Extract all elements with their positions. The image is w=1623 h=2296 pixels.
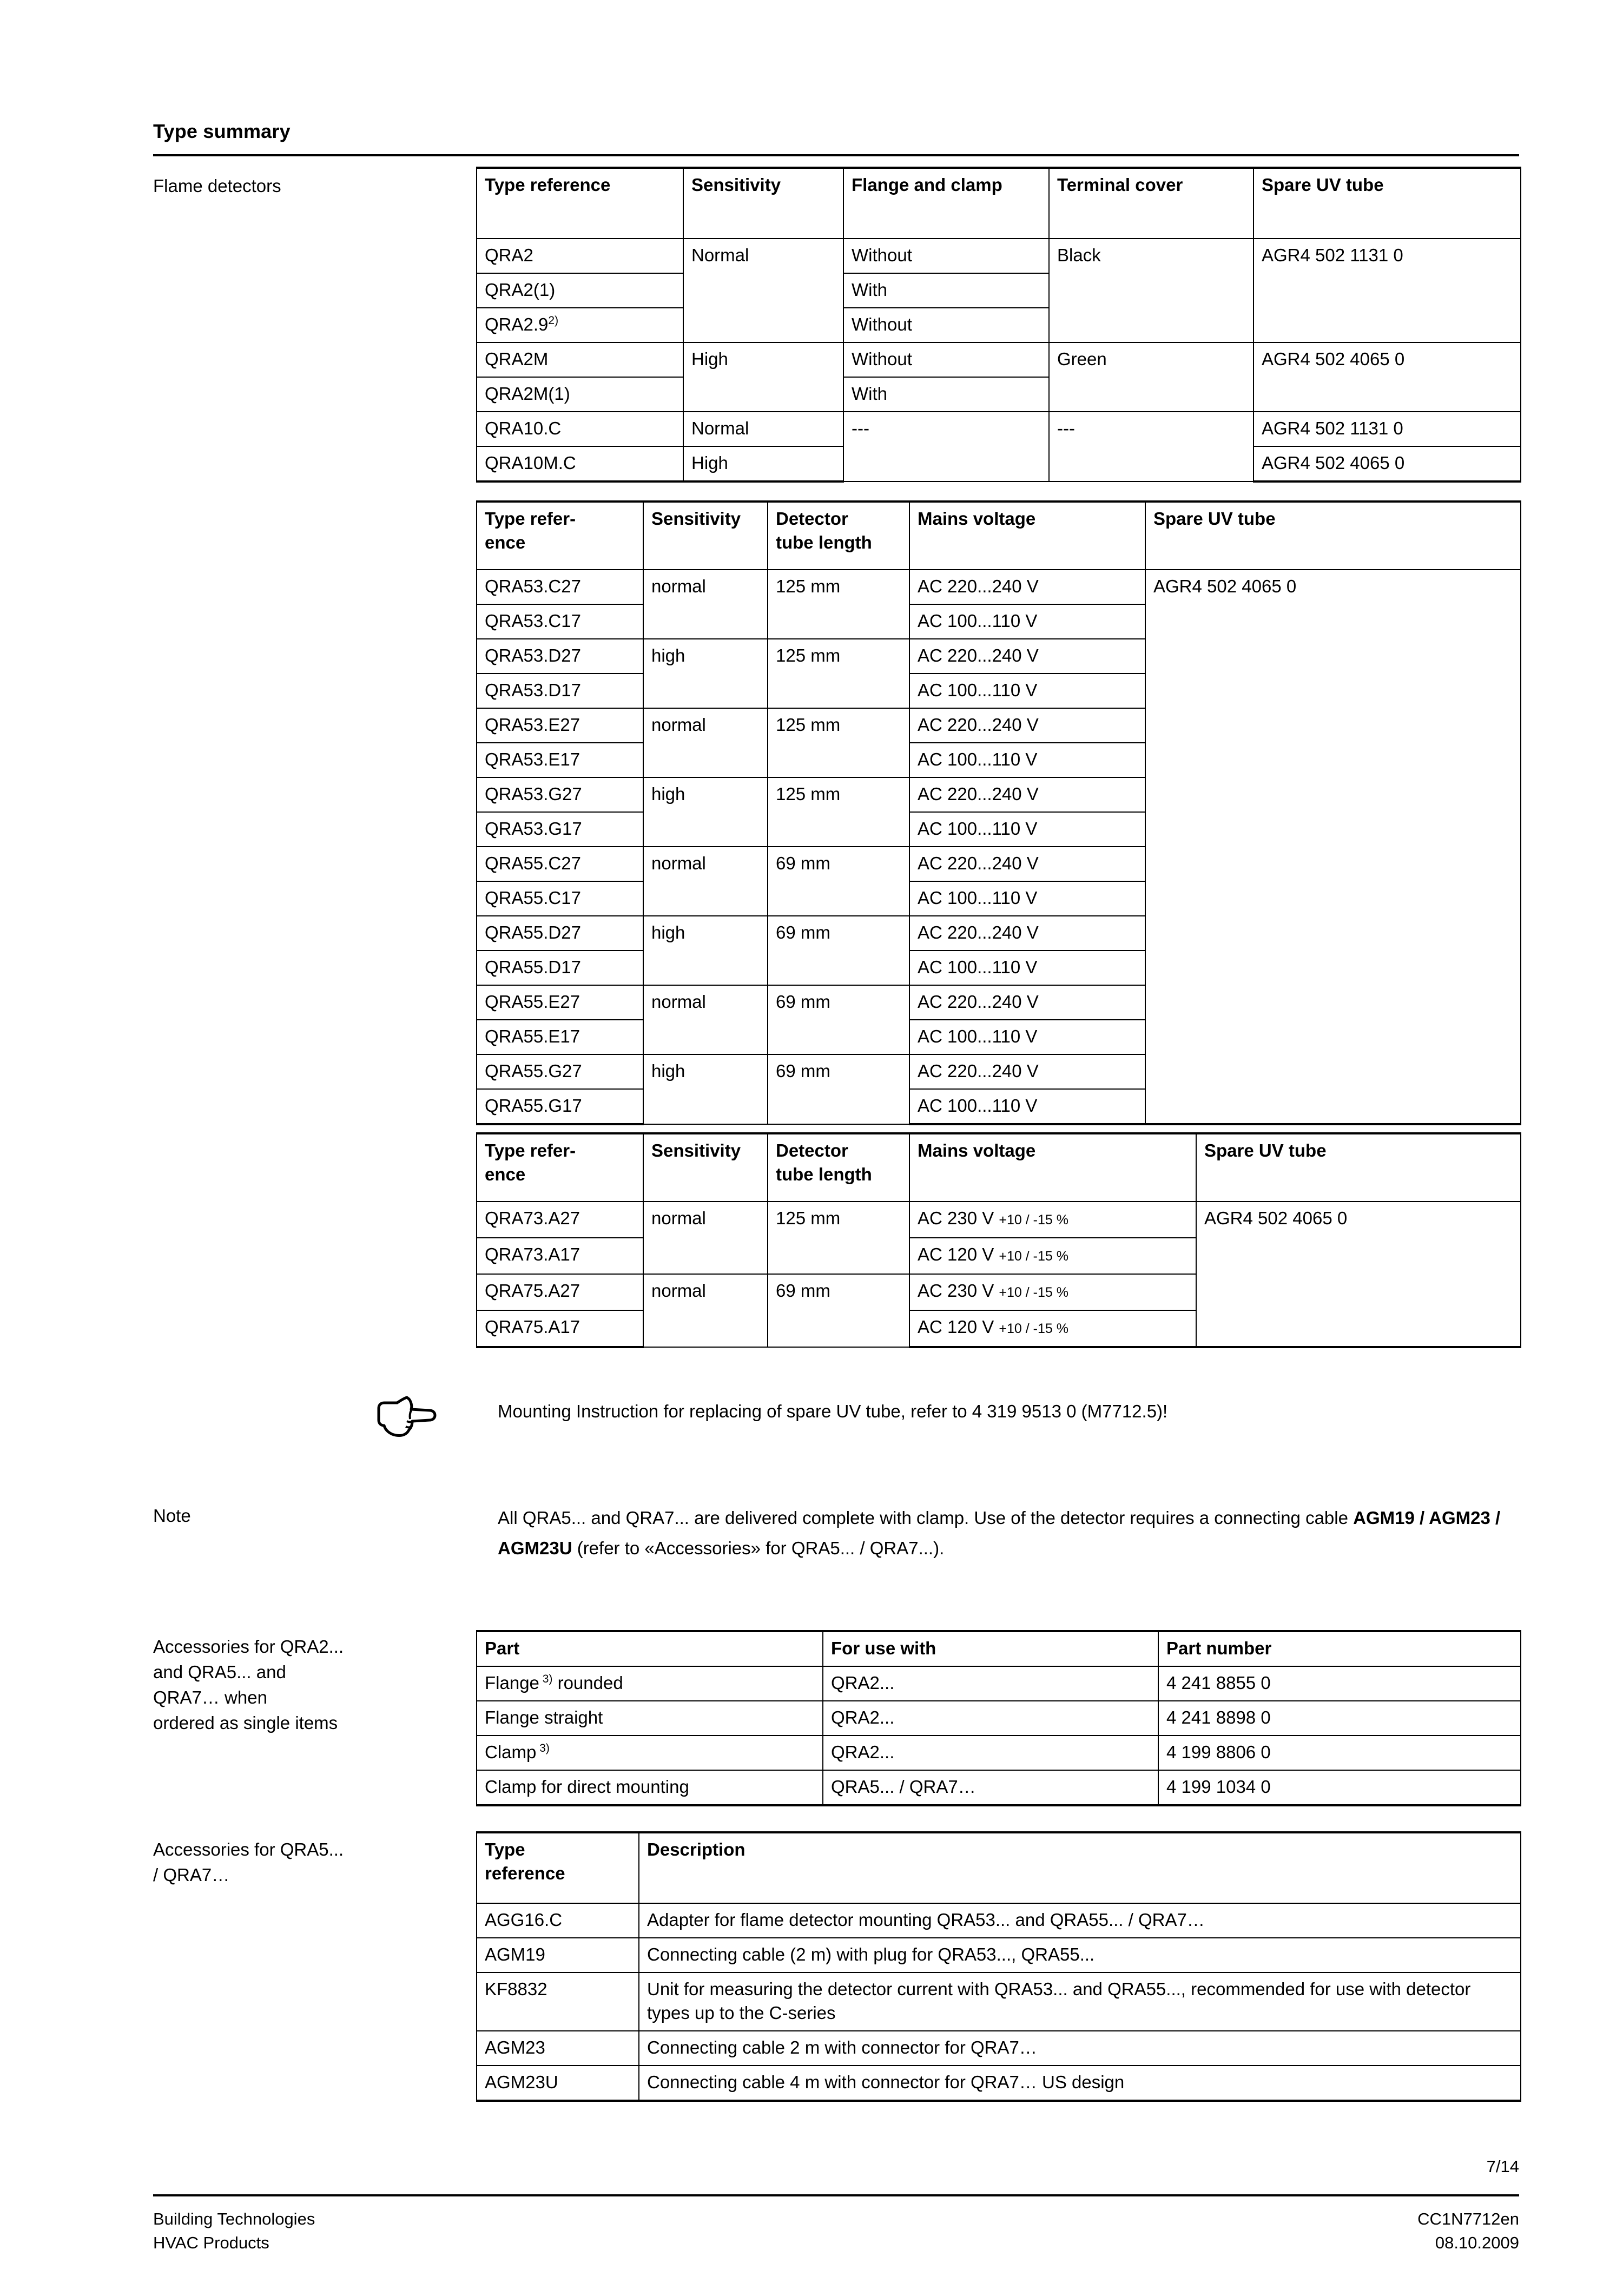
th-type-reference (477, 1133, 643, 1202)
cell-type-reference: QRA2M(1) (477, 377, 683, 412)
cell-detector-tube-length: 125 mm (768, 708, 909, 777)
cell-type-reference: QRA55.G17 (477, 1089, 643, 1124)
cell-terminal-cover: Green (1049, 342, 1253, 412)
cell-mains-voltage (909, 1274, 1196, 1310)
cell-type-reference: AGM19 (477, 1938, 639, 1972)
cell-part-number: 4 199 8806 0 (1158, 1736, 1521, 1770)
th-type-reference-line2: ence (485, 532, 526, 552)
table-accessories-qra5 (476, 1831, 1521, 2102)
cell-mains-voltage: AC 100...110 V (909, 604, 1145, 639)
cell-spare-uv-tube: AGR4 502 4065 0 (1253, 446, 1521, 481)
pointing-hand-icon (373, 1392, 438, 1441)
footer-date: 08.10.2009 (1435, 2233, 1519, 2252)
table-row (477, 239, 1521, 273)
table-accessories-qra2 (476, 1630, 1521, 1806)
table-row (477, 1736, 1521, 1770)
cell-type-reference: QRA10.C (477, 412, 683, 446)
table-row (477, 342, 1521, 377)
footer-division: HVAC Products (153, 2233, 269, 2252)
cell-for-use-with: QRA5... / QRA7… (823, 1770, 1158, 1805)
th-sensitivity: Sensitivity (643, 502, 768, 570)
cell-sensitivity: High (683, 446, 843, 481)
cell-detector-tube-length: 69 mm (768, 847, 909, 916)
cell-sensitivity: high (643, 1054, 768, 1124)
cell-mains-voltage: AC 220...240 V (909, 985, 1145, 1020)
cell-mains-voltage: AC 100...110 V (909, 743, 1145, 777)
cell-type-reference-text: QRA2.9 (485, 314, 549, 334)
table-row (477, 570, 1521, 604)
margin-label-accessories-qra5 (153, 1837, 456, 1888)
cell-flange: With (843, 377, 1049, 412)
cell-sensitivity: Normal (683, 412, 843, 446)
cell-terminal-cover: Black (1049, 239, 1253, 342)
cell-type-reference: QRA2(1) (477, 273, 683, 308)
cell-type-reference: QRA53.D27 (477, 639, 643, 674)
th-type-reference-line1: Type refer- (485, 1140, 576, 1160)
cell-part-name: Flange straight (485, 1707, 603, 1727)
cell-mains-voltage (909, 1238, 1196, 1274)
cell-mains-voltage: AC 100...110 V (909, 951, 1145, 985)
cell-detector-tube-length: 69 mm (768, 1274, 909, 1347)
cell-description: Unit for measuring the detector current with QRA53... and QRA55..., recommended for use with detector types up to the C-series (639, 1972, 1521, 2031)
cell-mains-voltage-tolerance: +10 / -15 % (999, 1212, 1068, 1228)
cell-mains-voltage: AC 100...110 V (909, 1020, 1145, 1054)
th-sensitivity: Sensitivity (643, 1133, 768, 1202)
cell-detector-tube-length: 125 mm (768, 570, 909, 639)
margin-label-accessories-qra5-line1: Accessories for QRA5... (153, 1839, 344, 1859)
page-title: Type summary (153, 120, 291, 142)
cell-sensitivity: high (643, 639, 768, 708)
cell-mains-voltage: AC 220...240 V (909, 777, 1145, 812)
cell-mains-voltage: AC 100...110 V (909, 812, 1145, 847)
th-for-use-with: For use with (823, 1631, 1158, 1666)
note-text-part1: All QRA5... and QRA7... are delivered complete with clamp. Use of the detector requires a connecting cable (498, 1508, 1354, 1528)
cell-part-name: Flange (485, 1673, 539, 1693)
table-row (477, 2066, 1521, 2101)
cell-sensitivity: normal (643, 847, 768, 916)
cell-spare-uv-tube: AGR4 502 4065 0 (1196, 1202, 1521, 1347)
cell-type-reference: QRA55.C17 (477, 881, 643, 916)
th-spare-uv-tube: Spare UV tube (1145, 502, 1521, 570)
cell-flange: Without (843, 308, 1049, 342)
cell-detector-tube-length: 125 mm (768, 639, 909, 708)
cell-type-reference: QRA53.E27 (477, 708, 643, 743)
cell-sensitivity: normal (643, 708, 768, 777)
table-row (477, 1202, 1521, 1238)
note-cable-types: AGM19 / AGM23 / AGM23U (498, 1508, 1501, 1558)
cell-type-reference: QRA55.D27 (477, 916, 643, 951)
table-row (477, 412, 1521, 446)
th-type-line2: reference (485, 1863, 565, 1883)
cell-detector-tube-length: 125 mm (768, 777, 909, 847)
table-row (477, 1666, 1521, 1701)
th-spare-uv-tube: Spare UV tube (1253, 168, 1521, 239)
cell-type-reference: QRA2M (477, 342, 683, 377)
table-row (477, 2031, 1521, 2066)
th-spare-uv-tube: Spare UV tube (1196, 1133, 1521, 1202)
cell-type-reference: QRA53.E17 (477, 743, 643, 777)
table-header-row (477, 1631, 1521, 1666)
cell-detector-tube-length: 69 mm (768, 916, 909, 985)
margin-label-note: Note (153, 1506, 191, 1526)
margin-label-accessories-qra5-line2: / QRA7… (153, 1865, 230, 1885)
cell-for-use-with: QRA2... (823, 1736, 1158, 1770)
th-description: Description (639, 1832, 1521, 1903)
cell-mains-voltage (909, 1202, 1196, 1238)
note-text-part2: (refer to «Accessories» for QRA5... / QRA7...). (572, 1538, 945, 1558)
cell-sensitivity: high (643, 777, 768, 847)
cell-part (477, 1701, 823, 1736)
cell-type-reference: QRA53.G17 (477, 812, 643, 847)
cell-sensitivity: normal (643, 1274, 768, 1347)
page-number: 7/14 (1486, 2157, 1519, 2176)
tip-text: Mounting Instruction for replacing of spare UV tube, refer to 4 319 9513 0 (M7712.5)! (498, 1401, 1168, 1421)
cell-mains-voltage-value: AC 120 V (918, 1244, 999, 1264)
table-flame-detectors (476, 167, 1521, 483)
table-header-row (477, 502, 1521, 570)
th-detector-line2: tube length (776, 1164, 872, 1184)
th-part-number: Part number (1158, 1631, 1521, 1666)
table-header-row (477, 168, 1521, 239)
cell-type-reference: QRA55.E17 (477, 1020, 643, 1054)
cell-detector-tube-length: 69 mm (768, 985, 909, 1054)
cell-mains-voltage (909, 1310, 1196, 1347)
margin-label-accessories-qra2 (153, 1634, 456, 1736)
cell-mains-voltage: AC 220...240 V (909, 1054, 1145, 1089)
th-mains-voltage: Mains voltage (909, 502, 1145, 570)
th-mains-voltage: Mains voltage (909, 1133, 1196, 1202)
table-row (477, 1903, 1521, 1938)
cell-spare-uv-tube: AGR4 502 4065 0 (1145, 570, 1521, 1124)
cell-mains-voltage: AC 220...240 V (909, 570, 1145, 604)
th-detector-line1: Detector (776, 1140, 848, 1160)
cell-sensitivity: high (643, 916, 768, 985)
footer-doc-id: CC1N7712en (1417, 2209, 1519, 2228)
cell-type-reference: QRA55.C27 (477, 847, 643, 881)
cell-sensitivity: normal (643, 1202, 768, 1274)
cell-type-reference: QRA53.G27 (477, 777, 643, 812)
th-detector-tube-length (768, 1133, 909, 1202)
cell-type-reference: QRA73.A17 (477, 1238, 643, 1274)
cell-terminal-cover: --- (1049, 412, 1253, 481)
cell-mains-voltage: AC 220...240 V (909, 708, 1145, 743)
cell-sensitivity: Normal (683, 239, 843, 342)
table-qra73-qra75 (476, 1132, 1521, 1348)
th-flange-and-clamp: Flange and clamp (843, 168, 1049, 239)
footnote-marker: 3) (539, 1673, 553, 1685)
cell-spare-uv-tube: AGR4 502 4065 0 (1253, 342, 1521, 412)
th-detector-line2: tube length (776, 532, 872, 552)
footer-right (1417, 2207, 1519, 2255)
cell-description: Connecting cable (2 m) with plug for QRA53..., QRA55... (639, 1938, 1521, 1972)
cell-part-number: 4 199 1034 0 (1158, 1770, 1521, 1805)
table-header-row (477, 1832, 1521, 1903)
cell-mains-voltage-tolerance: +10 / -15 % (999, 1249, 1068, 1264)
th-detector-tube-length (768, 502, 909, 570)
footer-divider (153, 2194, 1519, 2196)
cell-type-reference: QRA2 (477, 239, 683, 273)
th-type-line1: Type (485, 1839, 525, 1859)
cell-spare-uv-tube: AGR4 502 1131 0 (1253, 239, 1521, 342)
cell-type-reference: AGM23 (477, 2031, 639, 2066)
cell-type-reference: KF8832 (477, 1972, 639, 2031)
cell-detector-tube-length: 125 mm (768, 1202, 909, 1274)
cell-type-reference: QRA53.C27 (477, 570, 643, 604)
cell-type-reference: QRA73.A27 (477, 1202, 643, 1238)
cell-type-reference: QRA10M.C (477, 446, 683, 481)
th-detector-line1: Detector (776, 509, 848, 529)
th-type-reference-line2: ence (485, 1164, 526, 1184)
cell-sensitivity: normal (643, 985, 768, 1054)
cell-mains-voltage-tolerance: +10 / -15 % (999, 1285, 1068, 1300)
table-header-row (477, 1133, 1521, 1202)
cell-mains-voltage: AC 220...240 V (909, 847, 1145, 881)
th-type-reference-line1: Type refer- (485, 509, 576, 529)
header-divider (153, 154, 1519, 156)
cell-description: Connecting cable 4 m with connector for QRA7… US design (639, 2066, 1521, 2101)
cell-mains-voltage-value: AC 230 V (918, 1208, 999, 1228)
note-text (498, 1503, 1526, 1563)
margin-label-accessories-qra2-line3: QRA7… when (153, 1687, 267, 1707)
cell-part (477, 1736, 823, 1770)
cell-description: Connecting cable 2 m with connector for QRA7… (639, 2031, 1521, 2066)
cell-type-reference (477, 308, 683, 342)
cell-mains-voltage: AC 100...110 V (909, 1089, 1145, 1124)
cell-mains-voltage: AC 220...240 V (909, 639, 1145, 674)
table-row (477, 1701, 1521, 1736)
th-terminal-cover: Terminal cover (1049, 168, 1253, 239)
cell-flange: --- (843, 412, 1049, 481)
cell-mains-voltage: AC 100...110 V (909, 674, 1145, 708)
cell-part-tail: rounded (552, 1673, 623, 1693)
table-qra53-qra55 (476, 500, 1521, 1125)
cell-flange: Without (843, 342, 1049, 377)
cell-part (477, 1770, 823, 1805)
margin-label-accessories-qra2-line2: and QRA5... and (153, 1662, 286, 1682)
cell-mains-voltage-tolerance: +10 / -15 % (999, 1321, 1068, 1336)
footnote-marker: 3) (536, 1742, 550, 1754)
margin-label-accessories-qra2-line1: Accessories for QRA2... (153, 1637, 344, 1657)
th-type-reference (477, 1832, 639, 1903)
cell-flange: With (843, 273, 1049, 308)
th-sensitivity: Sensitivity (683, 168, 843, 239)
cell-detector-tube-length: 69 mm (768, 1054, 909, 1124)
footnote-marker: 2) (548, 314, 559, 327)
cell-part-name: Clamp (485, 1742, 537, 1762)
cell-type-reference: QRA53.D17 (477, 674, 643, 708)
table-row (477, 1770, 1521, 1805)
table-row (477, 1972, 1521, 2031)
cell-type-reference: QRA55.D17 (477, 951, 643, 985)
th-type-reference (477, 502, 643, 570)
cell-mains-voltage-value: AC 230 V (918, 1281, 999, 1301)
cell-part (477, 1666, 823, 1701)
cell-type-reference: QRA53.C17 (477, 604, 643, 639)
cell-type-reference: AGM23U (477, 2066, 639, 2101)
cell-spare-uv-tube: AGR4 502 1131 0 (1253, 412, 1521, 446)
cell-sensitivity: High (683, 342, 843, 412)
cell-type-reference: QRA75.A17 (477, 1310, 643, 1347)
footer-left (153, 2207, 315, 2255)
cell-mains-voltage: AC 220...240 V (909, 916, 1145, 951)
cell-mains-voltage-value: AC 120 V (918, 1317, 999, 1337)
cell-sensitivity: normal (643, 570, 768, 639)
cell-type-reference: QRA75.A27 (477, 1274, 643, 1310)
th-part: Part (477, 1631, 823, 1666)
cell-type-reference: AGG16.C (477, 1903, 639, 1938)
cell-mains-voltage: AC 100...110 V (909, 881, 1145, 916)
cell-part-name: Clamp for direct mounting (485, 1777, 689, 1797)
margin-label-flame-detectors: Flame detectors (153, 176, 281, 196)
cell-flange: Without (843, 239, 1049, 273)
th-type-reference: Type reference (477, 168, 683, 239)
table-row (477, 1938, 1521, 1972)
cell-for-use-with: QRA2... (823, 1701, 1158, 1736)
cell-type-reference: QRA55.E27 (477, 985, 643, 1020)
cell-type-reference: QRA55.G27 (477, 1054, 643, 1089)
cell-part-number: 4 241 8855 0 (1158, 1666, 1521, 1701)
cell-for-use-with: QRA2... (823, 1666, 1158, 1701)
margin-label-accessories-qra2-line4: ordered as single items (153, 1713, 338, 1733)
cell-description: Adapter for flame detector mounting QRA53... and QRA55... / QRA7… (639, 1903, 1521, 1938)
cell-part-number: 4 241 8898 0 (1158, 1701, 1521, 1736)
footer-company: Building Technologies (153, 2209, 315, 2228)
